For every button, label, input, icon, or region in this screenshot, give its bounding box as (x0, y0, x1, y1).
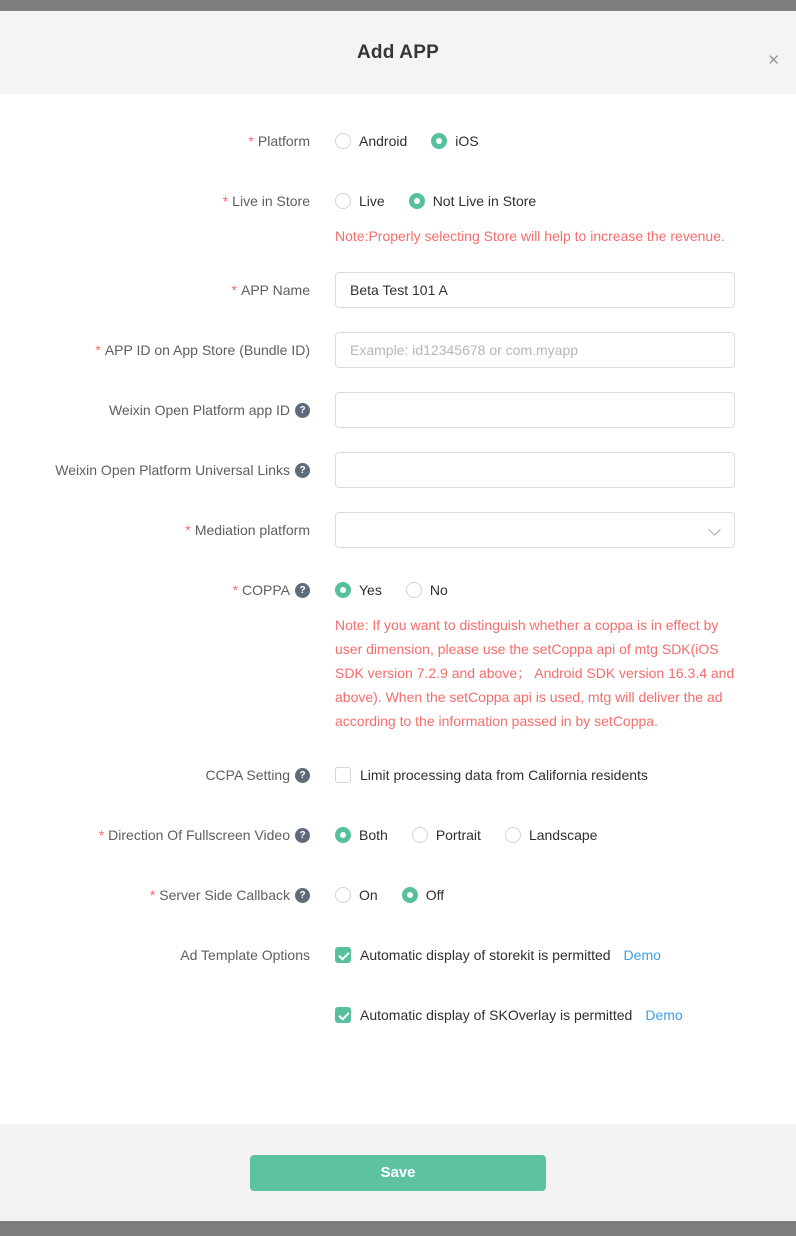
ccpa-checkbox[interactable] (335, 767, 351, 783)
direction-row (0, 817, 796, 853)
required-asterisk: * (95, 342, 101, 358)
direction-radio-landscape[interactable]: Landscape (505, 827, 598, 843)
help-icon[interactable]: ? (295, 768, 310, 783)
platform-radio-android[interactable]: Android (335, 133, 407, 149)
app-id-label: * APP ID on App Store (Bundle ID) (95, 342, 310, 358)
ad-template-options-label: Ad Template Options (180, 947, 310, 963)
coppa-label: * COPPA ? (0, 572, 310, 608)
help-icon[interactable]: ? (295, 583, 310, 598)
live-radio-not-live[interactable]: Not Live in Store (409, 193, 537, 209)
skoverlay-option (335, 997, 735, 1033)
direction-radio-portrait[interactable]: Portrait (412, 827, 481, 843)
app-id-row (0, 332, 796, 368)
help-icon[interactable]: ? (295, 463, 310, 478)
modal-header (0, 11, 796, 94)
server-side-callback-row (0, 877, 796, 913)
direction-label: * Direction Of Fullscreen Video ? (0, 817, 310, 853)
required-asterisk: * (185, 522, 191, 538)
modal-title: Add APP (357, 41, 439, 63)
storekit-demo-link[interactable]: Demo (623, 947, 661, 963)
ccpa-label: CCPA Setting ? (0, 757, 310, 793)
add-app-form (0, 94, 796, 1124)
skoverlay-demo-link[interactable]: Demo (645, 1007, 683, 1023)
live-in-store-note: Note:Properly selecting Store will help to increase the revenue. (335, 228, 725, 244)
required-asterisk: * (232, 582, 239, 598)
weixin-universal-links-label: Weixin Open Platform Universal Links ? (0, 452, 310, 488)
radio-unselected-icon[interactable] (505, 827, 521, 843)
radio-selected-icon[interactable] (335, 582, 351, 598)
server-side-callback-label: * Server Side Callback ? (0, 877, 310, 913)
chevron-down-icon (708, 523, 721, 536)
modal-footer (0, 1124, 796, 1221)
weixin-app-id-input[interactable] (335, 392, 735, 428)
direction-radio-both[interactable]: Both (335, 827, 388, 843)
required-asterisk: * (222, 193, 229, 209)
live-in-store-label: * Live in Store (222, 193, 310, 209)
coppa-row (0, 572, 796, 733)
storekit-option (335, 937, 735, 973)
help-icon[interactable]: ? (295, 828, 310, 843)
app-name-label: * APP Name (231, 282, 310, 298)
weixin-app-id-row (0, 392, 796, 428)
ccpa-checkbox-label: Limit processing data from California residents (360, 767, 648, 783)
platform-row (0, 123, 796, 159)
help-icon[interactable]: ? (295, 888, 310, 903)
live-in-store-row (0, 183, 796, 248)
save-button[interactable]: Save (250, 1155, 546, 1191)
radio-selected-icon[interactable] (335, 827, 351, 843)
app-name-row (0, 272, 796, 308)
page-background-top (0, 0, 796, 11)
radio-selected-icon[interactable] (431, 133, 447, 149)
radio-unselected-icon[interactable] (406, 582, 422, 598)
page-background-bottom (0, 1221, 796, 1236)
skoverlay-checkbox[interactable] (335, 1007, 351, 1023)
required-asterisk: * (98, 827, 105, 843)
callback-radio-on[interactable]: On (335, 887, 378, 903)
callback-radio-off[interactable]: Off (402, 887, 444, 903)
radio-unselected-icon[interactable] (335, 193, 351, 209)
platform-label: * Platform (248, 133, 310, 149)
coppa-radio-no[interactable]: No (406, 582, 448, 598)
weixin-app-id-label: Weixin Open Platform app ID ? (0, 392, 310, 428)
platform-radio-ios[interactable]: iOS (431, 133, 478, 149)
ccpa-row (0, 757, 796, 793)
radio-selected-icon[interactable] (402, 887, 418, 903)
radio-unselected-icon[interactable] (412, 827, 428, 843)
close-icon[interactable]: ✕ (767, 52, 780, 69)
weixin-universal-links-row (0, 452, 796, 488)
storekit-checkbox-label: Automatic display of storekit is permitted (360, 947, 611, 963)
coppa-note: Note: If you want to distinguish whether a coppa is in effect by user dimension, please use the setCoppa api of mtg SDK(iOS SDK version 7.2.9 and above； Android SDK version 16.3.4 and above). When the setCoppa api is used, mtg will deliver the ad according to the information passed in by setCoppa. (335, 617, 735, 729)
app-id-input[interactable] (335, 332, 735, 368)
mediation-platform-row (0, 512, 796, 548)
ad-template-options-row (0, 937, 796, 1033)
radio-unselected-icon[interactable] (335, 133, 351, 149)
required-asterisk: * (231, 282, 237, 298)
mediation-platform-label: * Mediation platform (185, 522, 310, 538)
weixin-universal-links-input[interactable] (335, 452, 735, 488)
skoverlay-checkbox-label: Automatic display of SKOverlay is permitted (360, 1007, 633, 1023)
live-radio-live[interactable]: Live (335, 193, 385, 209)
required-asterisk: * (149, 887, 156, 903)
app-name-input[interactable] (335, 272, 735, 308)
coppa-radio-yes[interactable]: Yes (335, 582, 382, 598)
storekit-checkbox[interactable] (335, 947, 351, 963)
mediation-platform-select[interactable] (335, 512, 735, 548)
help-icon[interactable]: ? (295, 403, 310, 418)
radio-unselected-icon[interactable] (335, 887, 351, 903)
required-asterisk: * (248, 133, 254, 149)
radio-selected-icon[interactable] (409, 193, 425, 209)
